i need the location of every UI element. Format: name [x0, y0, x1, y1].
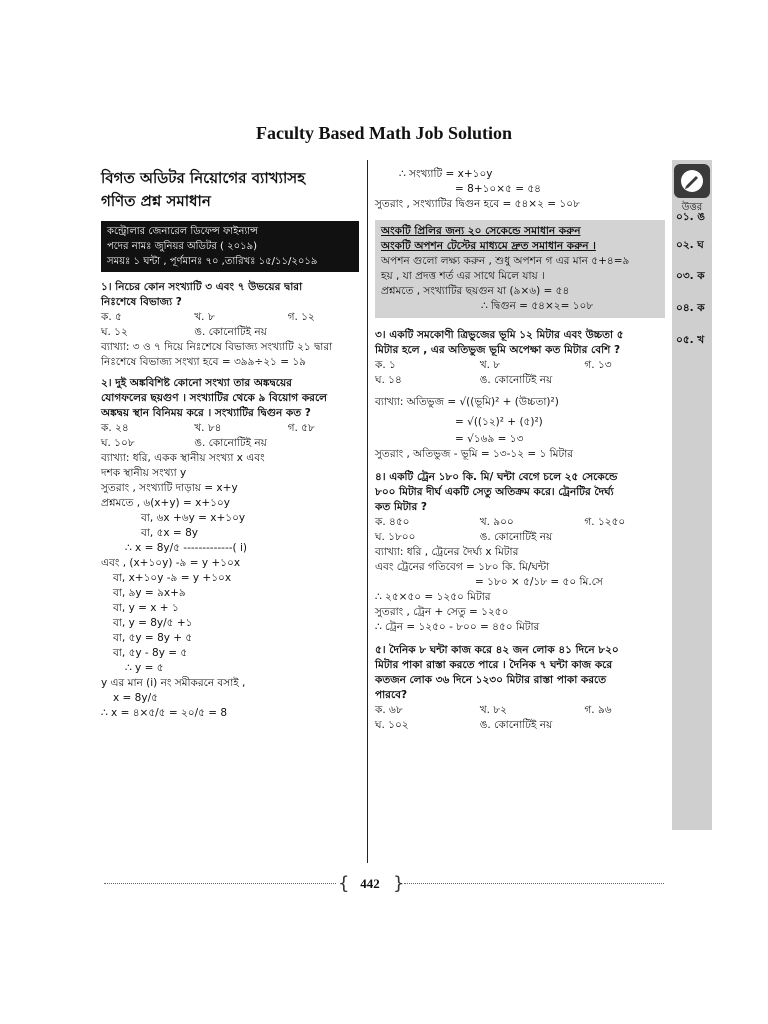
step-line: ∴ x = ৪×৫/৫ = ২০/৫ = 8: [101, 707, 228, 719]
exam-info-line: সময়ঃ ১ ঘন্টা , পূর্ণমানঃ ৭০ ,তারিখঃ ১৫/১১/২০১৯: [107, 256, 318, 267]
step-line: = √১৬৯ = ১৩: [455, 433, 524, 445]
exam-info-line: পদের নামঃ জুনিয়র অডিটর ( ২০১৯): [107, 241, 257, 252]
step-line: ∴ y = ৫: [125, 662, 164, 674]
step-line: ∴ ট্রেন = ১২৫০ - ৮০০ = ৪৫০ মিটার: [375, 621, 540, 633]
question-1: [101, 280, 359, 310]
question-text: ২। দুই অঙ্কবিশিষ্ট কোনো সংখ্যা তার অঙ্কদ্বয়ের: [101, 377, 292, 389]
step-line: ব্যাখ্যা: অতিভুজ = √((ভূমি)² + (উচ্চতা)²): [375, 396, 559, 408]
question-text: পারবে?: [375, 689, 408, 701]
option: খ. ৯০০: [479, 516, 514, 528]
section-title: [101, 167, 359, 213]
solution-steps: [101, 451, 359, 721]
answer-item: ০৩. ক: [676, 270, 705, 282]
right-column: [375, 167, 665, 733]
shortcut-heading: অংকটি প্রিলির জন্য ২০ সেকেন্ডে সমাধান করুন: [381, 225, 581, 237]
question-5-options: [375, 703, 665, 733]
step-line: বা, ৫y = 8y + ৫: [113, 632, 193, 644]
question-text: ৫। দৈনিক ৮ ঘন্টা কাজ করে ৪২ জন লোক ৪১ দিনে ৮২০: [375, 644, 619, 656]
question-text: কতজন লোক ৩৬ দিনে ১২৩০ মিটার রাস্তা পাকা করতে: [375, 674, 607, 686]
option: গ. ১২৫০: [584, 516, 626, 528]
question-4-options: [375, 515, 665, 545]
section-title-line: বিগত অডিটর নিয়োগের ব্যাখ্যাসহ: [101, 169, 306, 187]
option: খ. ৮২: [479, 704, 507, 716]
option: ঙ. কোনোটিই নয়: [194, 326, 267, 338]
question-3-options: [375, 358, 665, 388]
question-4: [375, 470, 665, 515]
answer-item: ০৪. ক: [676, 302, 705, 314]
page-header: Faculty Based Math Job Solution: [255, 123, 513, 143]
step-line: ∴ x = 8y/৫ -------------( i): [125, 542, 247, 554]
option: গ. ১২: [287, 311, 315, 323]
step-line: বা, ৫x = 8y: [141, 527, 198, 539]
shortcut-heading: অংকটি অপশন টেস্টের মাধ্যমে দ্রুত সমাধান করুন ।: [381, 240, 596, 252]
question-3: [375, 328, 665, 358]
explanation-line: নিঃশেষে বিভাজ্য সংখ্যা হবে = ৩৯৯÷২১ = ১৯: [101, 356, 306, 368]
answer-label: উত্তর: [681, 202, 703, 213]
step-line: বা, y = x + ১: [113, 602, 179, 614]
shortcut-text: প্রশ্নমতে , সংখ্যাটির ছয়গুন যা (৯×৬) = ৫৪: [381, 285, 570, 297]
option: ক. ৪৫০: [375, 516, 410, 528]
question-text: মিটার পাকা রাস্তা করতে পারে । দৈনিক ৭ ঘন্টা কাজ করে: [375, 659, 613, 671]
step-line: এবং ট্রেনের গতিবেগ = ১৮০ কি. মি/ঘন্টা: [375, 561, 550, 573]
option: খ. ৮: [479, 359, 501, 371]
option: গ. ৫৮: [287, 422, 315, 434]
shortcut-text: ∴ দ্বিগুন = ৫৪×২= ১০৮: [481, 300, 594, 312]
step-line: বা, ৯y = ৯x+৯: [113, 587, 186, 599]
question-5: [375, 643, 665, 703]
question-text: ৮০০ মিটার দীর্ঘ একটি সেতু অতিক্রম করে। ট্রেনটির দৈর্ঘ্য: [375, 486, 614, 498]
exam-info-line: কন্ট্রোলার জেনারেল ডিফেন্স ফাইন্যান্স: [107, 226, 259, 237]
exam-info-box: [101, 221, 359, 272]
question-text: মিটার হলে , এর অতিভুজ ভূমি অপেক্ষা কত মিটার বেশি ?: [375, 344, 621, 356]
question-text: ৪। একটি ট্রেন ১৮০ কি. মি/ ঘন্টা বেগে চলে ২৫ সেকেন্ডে: [375, 471, 618, 483]
step-line: সুতরাং , সংখ্যাটি দাড়ায় = x+y: [101, 482, 238, 494]
option: ঘ. ১০২: [375, 719, 409, 731]
step-line: দশক স্থানীয় সংখ্যা y: [101, 467, 187, 479]
solution-steps: [375, 392, 665, 462]
shortcut-text: অপশন গুলো লক্ষ্য করুন , শুধু অপশন গ এর মান ৫+৪=৯: [381, 255, 630, 267]
question-2-options: [101, 421, 359, 451]
step-line: y এর মান (i) নং সমীকরনে বসাই ,: [101, 677, 246, 689]
pencil-icon: [674, 164, 710, 198]
step-line: সুতরাং , অতিভুজ - ভূমি = ১৩-১২ = ১ মিটার: [375, 448, 574, 460]
step-line: বা, ৬x +৬y = x+১০y: [141, 512, 246, 524]
solution-steps: [375, 545, 665, 635]
step-line: সুতরাং , ট্রেন + সেতু = ১২৫০: [375, 606, 509, 618]
step-line: ব্যাখ্যা: ধরি , ট্রেনের দৈর্ঘ্য x মিটার: [375, 546, 519, 558]
step-line: = ১৮০ × ৫/১৮ = ৫০ মি.সে: [475, 576, 603, 588]
option: খ. ৮: [194, 311, 215, 323]
answer-item: ০৫. খ: [676, 334, 705, 346]
option: গ. ৯৬: [584, 704, 612, 716]
step-line: ∴ সংখ্যাটি = x+১০y: [399, 168, 493, 180]
option: ক. ২৪: [101, 422, 129, 434]
option: ঘ. ১৪: [375, 374, 402, 386]
footer-bracket: }: [393, 873, 405, 894]
left-column: [101, 165, 359, 721]
option: ঘ. ১৮০০: [375, 531, 416, 543]
step-line: ব্যাখ্যা: ধরি, একক স্থানীয় সংখ্যা x এবং: [101, 452, 265, 464]
step-line: ∴ ২৫×৫০ = ১২৫০ মিটার: [375, 591, 491, 603]
explanation-line: ব্যাখ্যা: ৩ ও ৭ দিয়ে নিঃশেষে বিভাজ্য সংখ্যাটি ২১ দ্বারা: [101, 341, 333, 353]
option: গ. ১৩: [584, 359, 612, 371]
answer-item: ০২. ঘ: [676, 239, 704, 251]
shortcut-text: হয় , যা প্রদত্ত শর্ত এর সাথে মিলে যায় ।: [381, 270, 545, 282]
question-text: যোগফলের ছয়গুণ । সংখ্যাটির থেকে ৯ বিয়োগ করলে: [101, 392, 328, 404]
step-line: এবং , (x+১০y) -৯ = y +১০x: [101, 557, 241, 569]
option: ক. ১: [375, 359, 396, 371]
footer-bracket: {: [338, 873, 350, 894]
section-title-line: গণিত প্রশ্ন সমাধান: [101, 192, 211, 210]
question-1-options: [101, 310, 359, 340]
option: ঙ. কোনোটিই নয়: [479, 374, 553, 386]
question-text: নিঃশেষে বিভাজ্য ?: [101, 296, 182, 308]
option: ঘ. ১০৮: [101, 437, 135, 449]
question-text: অঙ্কদ্বয় স্থান বিনিময় করে । সংখ্যাটির দ্বিগুন কত ?: [101, 407, 311, 419]
question-text: ১। নিচের কোন সংখ্যাটি ৩ এবং ৭ উভয়ের দ্বারা: [101, 281, 303, 293]
step-line: বা, y = 8y/৫ +১: [113, 617, 193, 629]
option: ক. ৬৮: [375, 704, 403, 716]
step-line: = √((১২)² + (৫)²): [455, 416, 543, 428]
shortcut-box: [375, 220, 665, 318]
step-line: সুতরাং , সংখ্যাটির দ্বিগুন হবে = ৫৪×২ = ১০৮: [375, 198, 580, 210]
step-line: বা, ৫y - 8y = ৫: [113, 647, 188, 659]
option: ঙ. কোনোটিই নয়: [194, 437, 267, 449]
step-line: = 8+১০×৫ = ৫৪: [455, 183, 541, 195]
option: ক. ৫: [101, 311, 122, 323]
question-2: [101, 376, 359, 421]
option: খ. ৮৪: [194, 422, 222, 434]
footer-rule: [404, 883, 664, 884]
question-text: ৩। একটি সমকোণী ত্রিভুজের ভূমি ১২ মিটার এবং উচ্চতা ৫: [375, 329, 624, 341]
step-line: বা, x+১০y -৯ = y +১০x: [113, 572, 232, 584]
question-text: কত মিটার ?: [375, 501, 428, 513]
step-line: প্রশ্নমতে , ৬(x+y) = x+১০y: [101, 497, 230, 509]
column-divider: [367, 160, 368, 863]
pencil-icon-graphic: [679, 168, 705, 194]
option: ঘ. ১২: [101, 326, 128, 338]
answer-item: ০১. ঙ: [676, 211, 705, 223]
answer-strip: [672, 160, 712, 830]
page-number: 442: [360, 876, 380, 891]
footer-rule: [104, 883, 336, 884]
option: ঙ. কোনোটিই নয়: [479, 531, 553, 543]
page-footer: [0, 874, 768, 894]
option: ঙ. কোনোটিই নয়: [479, 719, 553, 731]
step-line: x = 8y/৫: [113, 692, 158, 704]
